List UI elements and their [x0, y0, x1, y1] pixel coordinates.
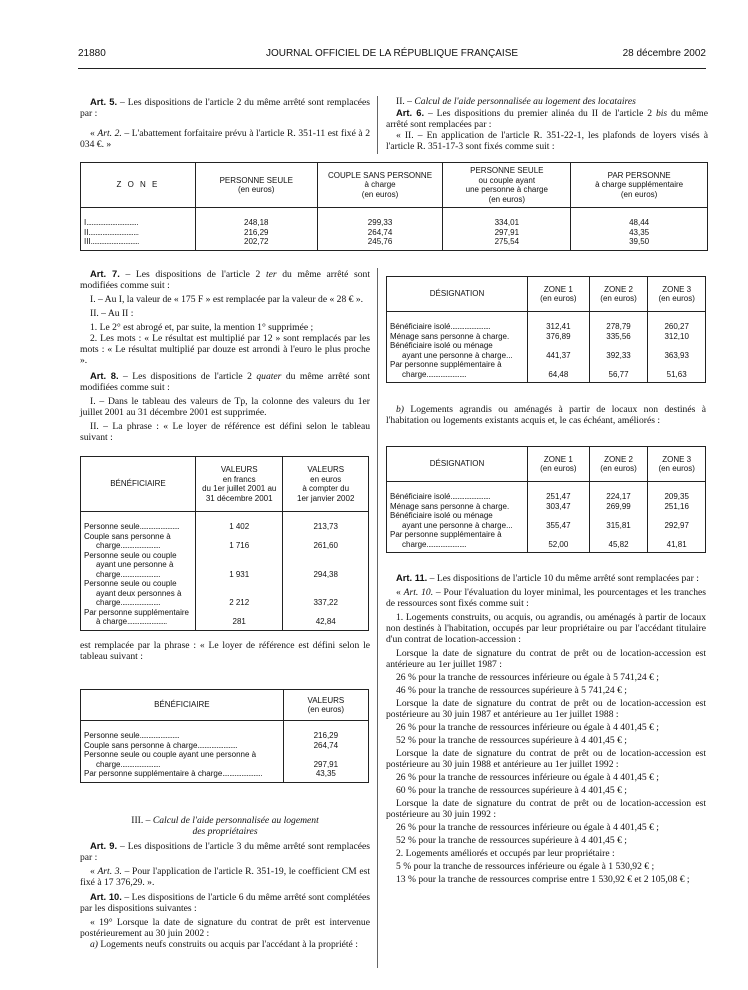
publication-date: 28 décembre 2002: [622, 48, 706, 59]
value-cell: 48,44: [571, 208, 708, 228]
label-line: ayant deux personnes à: [96, 588, 182, 598]
paragraph: Lorsque la date de signature du contrat de prêt ou de location-accession est antérieure au 1er juillet 1987 :: [386, 648, 706, 670]
article-11: [386, 572, 706, 885]
header-line: (en euros): [488, 194, 526, 204]
zone-cell: II.............................: [81, 228, 196, 238]
table-row: [81, 721, 369, 741]
value-cell: 209,35: [648, 482, 706, 502]
table-row: [81, 208, 708, 228]
label-cell: [81, 721, 284, 741]
header-line: à charge supplémentaire: [595, 180, 684, 190]
table-body: [81, 721, 369, 783]
value-cell: 43,35: [571, 228, 708, 238]
quote-open: «: [396, 587, 404, 598]
value-cell: 52,00: [527, 530, 589, 553]
label-line: Personne seule.......................: [84, 731, 180, 740]
paragraph: « 19° Lorsque la date de signature du contrat de prêt est intervenue postérieurement au 30 juin 2002 :: [80, 917, 370, 939]
table-row: [81, 237, 708, 250]
value-cell: 355,47: [527, 511, 589, 530]
section-title: Calcul de l'aide personnalisée au logement: [152, 815, 319, 826]
column-header: [589, 447, 648, 482]
zone-table-new-housing: [386, 276, 706, 383]
article-text: bis: [655, 108, 668, 119]
leader-dots: .......................: [120, 541, 161, 550]
column-header: [571, 163, 708, 208]
leader-dots: .......................: [450, 322, 491, 331]
section-number: III. –: [131, 815, 153, 826]
column-separator: [377, 268, 378, 968]
page-number: 21880: [78, 48, 106, 59]
column-header: [589, 277, 648, 312]
journal-title: JOURNAL OFFICIEL DE LA RÉPUBLIQUE FRANÇAISE: [265, 48, 519, 59]
value-cell: 264,74: [317, 228, 443, 238]
label-line: Bénéficiaire isolé.......................: [390, 322, 491, 331]
header-line: 31 décembre 2001: [205, 493, 273, 503]
paragraph: 26 % pour la tranche de ressources inférieure ou égale à 4 401,45 € ;: [396, 822, 659, 833]
header-line: (en euros): [620, 189, 658, 199]
table-row: [81, 608, 369, 631]
table-header-row: [387, 277, 706, 312]
value-cell: 294,38: [283, 551, 369, 580]
value-cell: 337,22: [283, 579, 369, 608]
value-cell: 213,73: [283, 512, 369, 532]
article-text: – Pour l'évaluation du loyer minimal, les pourcentages et les tranches de ressources sont fixés comme suit :: [386, 587, 706, 609]
article-text: – Les dispositions de l'article 3 du même arrêté sont remplacées par :: [80, 841, 371, 863]
paragraph: 2. Logements améliorés et occupés par leur propriétaire :: [396, 848, 615, 859]
paragraph: 60 % pour la tranche de ressources supérieure à 4 401,45 € ;: [396, 785, 627, 796]
paragraph: Lorsque la date de signature du contrat de prêt ou de location-accession est postérieure au 30 juin 1988 et antérieure au 1er juillet 1992 :: [386, 748, 706, 770]
header-line: (en euros): [540, 294, 577, 303]
paragraph: 26 % pour la tranche de ressources inférieure ou égale à 5 741,24 € ;: [396, 672, 659, 683]
value-cell: 264,74: [283, 741, 368, 751]
value-cell: 216,29: [283, 721, 368, 741]
articles-7-8: [80, 268, 370, 443]
header-line: COUPLE SANS PERSONNE: [328, 170, 433, 180]
header-rule: [78, 68, 706, 69]
value-cell: 312,10: [648, 332, 706, 342]
label-cell: [81, 769, 284, 782]
paragraph: 52 % pour la tranche de ressources supérieure à 4 401,45 € ;: [396, 835, 627, 846]
value-cell: 39,50: [571, 237, 708, 250]
label-line: charge.......................: [96, 759, 161, 769]
value-cell: 297,91: [283, 750, 368, 769]
value-cell: 297,91: [443, 228, 571, 238]
item-label: b): [396, 404, 404, 415]
article-quote: « II. – En application de l'article R. 351-22-1, les plafonds de loyers visés à l'article R. 351-17-3 sont fixés comme suit :: [386, 130, 708, 152]
article-5: [80, 96, 370, 150]
column-header: [195, 457, 283, 512]
table-row: [387, 312, 706, 332]
quote-open: «: [90, 128, 98, 139]
value-cell: 1 716: [195, 532, 283, 551]
paragraph: Logements agrandis ou aménagés à partir de locaux non destinés à l'habitation ou logements existants acquis et, le cas échéant, améliorés :: [386, 404, 706, 426]
section-title: Calcul de l'aide personnalisée au logement des locataires: [414, 96, 636, 107]
label-line: Ménage sans personne à charge.: [390, 331, 510, 341]
label-line: Bénéficiaire isolé ou ménage: [390, 341, 493, 350]
article-text: quater: [256, 371, 282, 382]
value-cell: 303,47: [527, 502, 589, 512]
header-line: (en euros): [658, 464, 695, 473]
header-line: (en euros): [540, 464, 577, 473]
label-line: Personne seule ou couple: [84, 579, 177, 588]
table-body: [387, 312, 706, 383]
column-separator: [377, 96, 378, 154]
value-cell: 1 402: [195, 512, 283, 532]
leader-dots: .......................: [120, 569, 161, 579]
header-line: PERSONNE SEULE: [219, 175, 293, 185]
rent-ceiling-table: [80, 162, 708, 251]
column-header: DÉSIGNATION: [387, 277, 528, 312]
table-header-row: [81, 163, 708, 208]
header-line: ZONE 2: [604, 284, 633, 294]
column-header: [527, 277, 589, 312]
column-header: BÉNÉFICIAIRE: [81, 690, 284, 721]
value-cell: 335,56: [589, 332, 648, 342]
table-row: [387, 502, 706, 512]
column-header: DÉSIGNATION: [387, 447, 528, 482]
header-line: PAR PERSONNE: [607, 170, 671, 180]
header-line: ZONE 3: [662, 284, 692, 294]
label-line: charge.......................: [96, 569, 161, 579]
column-header: [283, 457, 369, 512]
paragraph: 26 % pour la tranche de ressources inférieure ou égale à 4 401,45 € ;: [396, 722, 659, 733]
label-line: Ménage sans personne à charge.: [390, 501, 510, 511]
paragraph: 52 % pour la tranche de ressources supérieure à 4 401,45 € ;: [396, 735, 627, 746]
label-cell: [387, 360, 528, 383]
header-line: ZONE 1: [543, 284, 573, 294]
value-cell: 216,29: [195, 228, 317, 238]
label-cell: [81, 551, 196, 580]
column-header: Z O N E: [81, 163, 196, 208]
label-cell: [81, 512, 196, 532]
label-line: Couple sans personne à: [84, 531, 171, 541]
value-cell: 64,48: [527, 360, 589, 383]
column-header: [648, 277, 706, 312]
value-cell: 392,33: [589, 341, 648, 360]
label-line: Personne seule ou couple: [84, 550, 177, 560]
value-cell: 363,93: [648, 341, 706, 360]
table-header-row: [387, 447, 706, 482]
label-line: Personne seule.......................: [84, 522, 180, 531]
table-row: [81, 769, 369, 782]
header-line: (en euros): [238, 185, 275, 194]
value-cell: 251,47: [527, 482, 589, 502]
column-header: [283, 690, 368, 721]
label-line: à charge.......................: [96, 617, 167, 626]
column-header: [443, 163, 571, 208]
header-line: PERSONNE SEULE: [470, 166, 544, 175]
table-row: [81, 741, 369, 751]
paragraph: 1. Logements construits, ou acquis, ou agrandis, ou aménagés à partir de locaux non destinés à l'habitation, occupés par leur propriétaire ou par l'accédant titulaire d'un contrat de location-accession :: [386, 612, 706, 645]
article-text: – Pour l'application de l'article R. 351-19, le coefficient CM est fixé à 17 376,29. ».: [80, 866, 370, 888]
leader-dots: .......................: [426, 369, 467, 379]
value-cell: 224,17: [589, 482, 648, 502]
label-line: ayant une personne à: [96, 560, 174, 569]
paragraph: 1. Le 2° est abrogé et, par suite, la mention 1° supprimée ;: [90, 322, 314, 333]
table-row: [387, 360, 706, 383]
header-line: à compter du: [302, 484, 350, 493]
label-line: Par personne supplémentaire à: [390, 360, 502, 369]
paragraph: I. – Dans le tableau des valeurs de Tp, la colonne des valeurs du 1er juillet 2001 au 31 décembre 2001 est supprimée.: [80, 396, 370, 418]
value-cell: 56,77: [589, 360, 648, 383]
label-cell: [81, 741, 284, 751]
article-text: – Les dispositions du premier alinéa du II de l'article 2: [424, 108, 656, 119]
label-cell: [387, 511, 528, 530]
article-label: Art. 2.: [97, 128, 122, 139]
table-row: [81, 512, 369, 532]
value-cell: 275,54: [443, 237, 571, 250]
article-label: Art. 5.: [90, 96, 118, 107]
header-line: à charge: [364, 180, 396, 190]
label-line: charge.......................: [402, 539, 467, 549]
article-label: Art. 8.: [90, 370, 119, 381]
label-cell: [81, 579, 196, 608]
value-cell: 245,76: [317, 237, 443, 250]
column-header: BÉNÉFICIAIRE: [81, 457, 196, 512]
reference-rent-table-new: [80, 689, 369, 783]
value-cell: 281: [195, 608, 283, 631]
table-row: [387, 511, 706, 530]
value-cell: 315,81: [589, 511, 648, 530]
table-row: [387, 341, 706, 360]
paragraph: 5 % pour la tranche de ressources inférieure ou égale à 1 530,92 € ;: [396, 861, 655, 872]
label-cell: [387, 502, 528, 512]
zone-table-existing-housing: [386, 446, 706, 553]
value-cell: 299,33: [317, 208, 443, 228]
article-label: Art. 9.: [90, 840, 118, 851]
section-title: des propriétaires: [192, 826, 258, 837]
quote-open: «: [90, 866, 98, 877]
value-cell: 248,18: [195, 208, 317, 228]
article-text: – Les dispositions de l'article 10 du même arrêté sont remplacées par :: [427, 573, 699, 584]
header-line: une personne à charge: [465, 185, 548, 194]
paragraph: Logements neufs construits ou acquis par l'accédant à la propriété :: [98, 939, 358, 950]
leader-dots: .......................: [127, 617, 167, 626]
header-line: VALEURS: [220, 465, 258, 474]
header-line: en euros: [310, 474, 342, 484]
label-line: charge.......................: [96, 598, 161, 607]
paragraph: est remplacée par la phrase : « Le loyer de référence est défini selon le tableau suivant :: [80, 640, 370, 662]
value-cell: 202,72: [195, 237, 317, 250]
leader-dots: .......................: [450, 492, 491, 501]
header-line: (en euros): [600, 294, 637, 303]
leader-dots: .......................: [222, 769, 262, 778]
section-2: [386, 96, 708, 152]
table-header-row: [81, 457, 369, 512]
table-header-row: [81, 690, 369, 721]
label-cell: [81, 608, 196, 631]
article-label: Art. 3.: [97, 866, 122, 877]
label-cell: [387, 530, 528, 553]
leader-dots: .......................: [139, 522, 180, 531]
label-line: Par personne supplémentaire à charge.......................: [84, 769, 262, 778]
article-text: du même arrêté sont modifiées comme suit :: [80, 371, 370, 393]
article-label: Art. 10.: [90, 891, 122, 902]
label-line: charge.......................: [402, 369, 467, 379]
value-cell: 278,79: [589, 312, 648, 332]
table-row: [81, 579, 369, 608]
article-text: – L'abattement forfaitaire prévu à l'article R. 351-11 est fixé à 2 034 €. »: [80, 128, 370, 150]
value-cell: 260,27: [648, 312, 706, 332]
table-body: [387, 482, 706, 553]
article-text: du même arrêté sont remplacées par :: [386, 108, 708, 130]
label-cell: [387, 332, 528, 342]
column-header: [195, 163, 317, 208]
label-cell: [387, 341, 528, 360]
header-line: (en euros): [658, 294, 695, 303]
value-cell: 2 212: [195, 579, 283, 608]
value-cell: 292,97: [648, 511, 706, 530]
reference-rent-table-old: [80, 456, 369, 631]
article-label: Art. 10.: [403, 587, 434, 598]
label-line: Couple sans personne à charge.......................: [84, 740, 238, 750]
label-line: Bénéficiaire isolé ou ménage: [390, 511, 493, 520]
header-line: ZONE 2: [604, 454, 633, 464]
value-cell: 1 931: [195, 551, 283, 580]
label-line: Bénéficiaire isolé.......................: [390, 492, 491, 501]
header-line: 1er janvier 2002: [297, 493, 355, 503]
column-header: [527, 447, 589, 482]
paragraph: 46 % pour la tranche de ressources supérieure à 5 741,24 € ;: [396, 685, 627, 696]
column-header: [648, 447, 706, 482]
header-line: ZONE 3: [662, 454, 692, 464]
value-cell: 269,99: [589, 502, 648, 512]
article-text: – Les dispositions de l'article 6 du même arrêté sont complétées par les dispositions suivantes :: [80, 892, 370, 914]
label-cell: [81, 532, 196, 551]
table-row: [81, 228, 708, 238]
header-line: (en euros): [600, 464, 637, 473]
label-line: charge.......................: [96, 541, 161, 550]
item-b: [386, 404, 706, 426]
paragraph: 13 % pour la tranche de ressources comprise entre 1 530,92 € et 2 105,08 € ;: [396, 874, 690, 885]
article-text: ter: [265, 269, 277, 280]
leader-dots: .......................: [120, 598, 161, 607]
value-cell: 334,01: [443, 208, 571, 228]
value-cell: 41,81: [648, 530, 706, 553]
value-cell: 376,89: [527, 332, 589, 342]
table-row: [387, 482, 706, 502]
article-text: – Les dispositions de l'article 2: [119, 269, 266, 280]
value-cell: 261,60: [283, 532, 369, 551]
table-row: [81, 750, 369, 769]
value-cell: 43,35: [283, 769, 368, 782]
table-row: [81, 532, 369, 551]
paragraph: II. – La phrase : « Le loyer de référence est défini selon le tableau suivant :: [80, 421, 370, 443]
value-cell: 312,41: [527, 312, 589, 332]
paragraph: 26 % pour la tranche de ressources inférieure ou égale à 4 401,45 € ;: [396, 772, 659, 783]
value-cell: 51,63: [648, 360, 706, 383]
label-cell: [387, 482, 528, 502]
value-cell: 441,37: [527, 341, 589, 360]
label-line: Par personne supplémentaire à: [390, 530, 502, 539]
header-line: ZONE 1: [543, 454, 573, 464]
header-line: VALEURS: [307, 695, 345, 705]
zone-cell: III............................: [81, 237, 196, 250]
paragraph: 2. Les mots : « Le résultat est multiplié par 12 » sont remplacés par les mots : « Le résultat multiplié par douze est arrondi à l'euro le plus proche ».: [80, 333, 370, 366]
article-label: Art. 6.: [396, 107, 425, 118]
column-header: [317, 163, 443, 208]
leader-dots: .......................: [139, 731, 180, 740]
paragraph: II. – Au II :: [90, 308, 134, 319]
label-cell: [81, 750, 284, 769]
table-row: [81, 551, 369, 580]
article-text: du même arrêté sont modifiées comme suit :: [80, 269, 371, 291]
leader-dots: .......................: [197, 740, 238, 750]
header-line: du 1er juillet 2001 au: [202, 484, 277, 493]
article-label: Art. 7.: [90, 268, 120, 279]
table-row: [387, 332, 706, 342]
paragraph: Lorsque la date de signature du contrat de prêt ou de location-accession est postérieure au 30 juin 1987 et antérieure au 1er juillet 1988 :: [386, 698, 706, 720]
article-text: – Les dispositions de l'article 2: [118, 371, 257, 382]
item-label: a): [90, 939, 98, 950]
header-line: VALEURS: [307, 465, 345, 474]
page-header: [78, 48, 706, 64]
label-line: ayant une personne à charge...: [402, 350, 513, 360]
header-line: ou couple ayant: [478, 175, 536, 185]
section-3: [80, 815, 370, 950]
value-cell: 45,82: [589, 530, 648, 553]
section-number: II. –: [396, 96, 415, 107]
leader-dots: .......................: [426, 539, 467, 549]
paragraph: Lorsque la date de signature du contrat de prêt ou de location-accession est postérieure au 30 juin 1992 :: [386, 798, 706, 820]
label-line: Par personne supplémentaire: [84, 607, 189, 617]
paragraph: I. – Au I, la valeur de « 175 F » est remplacée par la valeur de « 28 € ».: [90, 294, 364, 305]
value-cell: 42,84: [283, 608, 369, 631]
header-line: (en euros): [361, 189, 399, 199]
article-text: – Les dispositions de l'article 2 du même arrêté sont remplacées par :: [80, 97, 371, 119]
label-line: Personne seule ou couple ayant une personne à: [84, 750, 257, 759]
table-row: [387, 530, 706, 553]
label-line: ayant une personne à charge...: [402, 520, 513, 530]
replacement-sentence: [80, 640, 370, 662]
header-line: en francs: [222, 474, 256, 484]
header-line: (en euros): [307, 705, 345, 714]
article-label: Art. 11.: [396, 572, 428, 583]
zone-cell: I..............................: [81, 208, 196, 228]
label-cell: [387, 312, 528, 332]
value-cell: 251,16: [648, 502, 706, 512]
table-body: [81, 512, 369, 631]
leader-dots: .......................: [120, 759, 161, 769]
